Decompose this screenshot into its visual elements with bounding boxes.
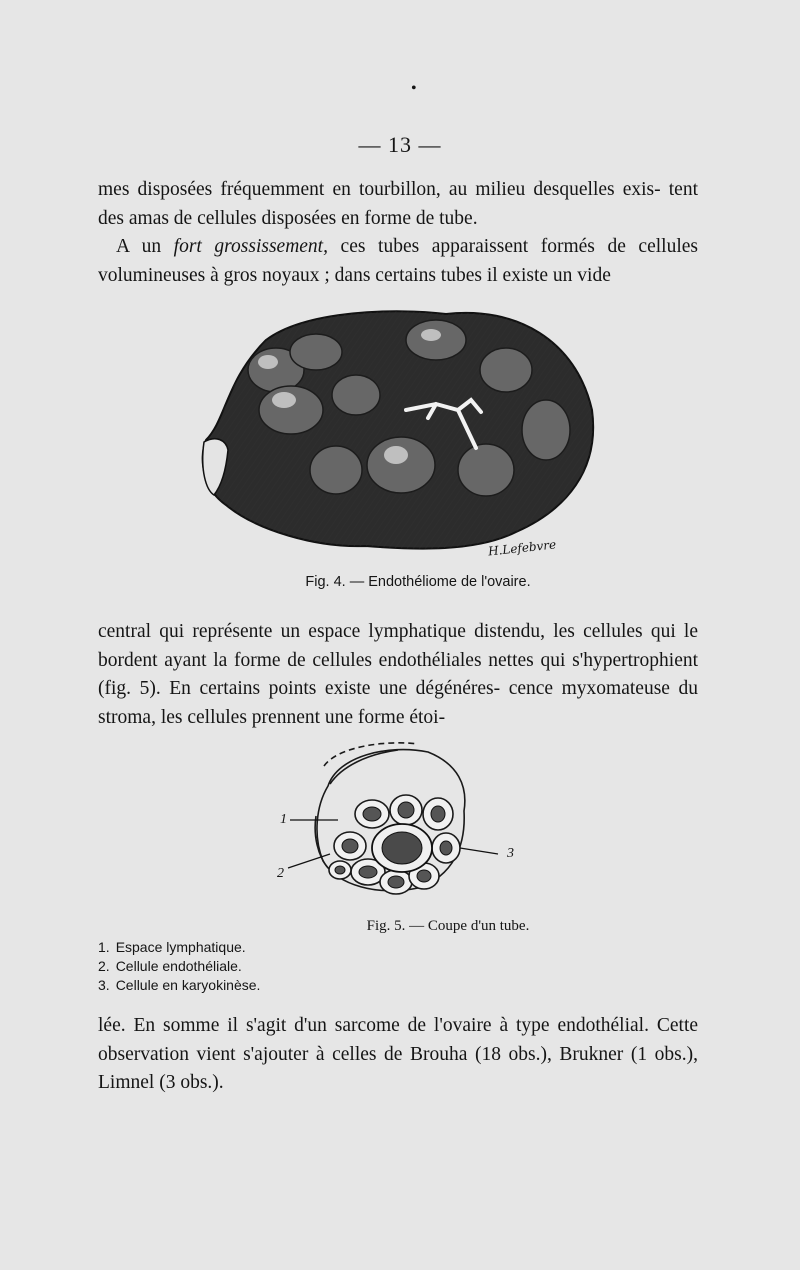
figure-5-legend	[98, 938, 260, 995]
legend-text: Cellule endothéliale.	[115, 958, 242, 974]
emphasis-fort-grossissement: fort grossissement,	[173, 236, 328, 258]
stray-mark: •	[411, 80, 417, 97]
artist-signature: H.Lefebvre	[487, 537, 557, 559]
figure-5-caption: Fig. 5. — Coupe d'un tube.	[366, 918, 530, 934]
legend-number: 2.	[98, 958, 110, 974]
paragraph-1-line-3-end: ces tubes apparaissent formés de cellules	[327, 236, 698, 258]
legend-text: Cellule en karyokinèse.	[115, 977, 261, 993]
paragraph-2-line-2: qui le bordent ayant la forme de cellules endothéliales nettes qui	[98, 621, 698, 671]
paragraph-1-line-3-start: A un	[116, 236, 174, 258]
paragraph-3	[98, 1012, 698, 1098]
legend-number: 1.	[98, 939, 110, 955]
paragraph-1	[98, 176, 698, 290]
legend-item-3	[98, 976, 260, 995]
legend-text: Espace lymphatique.	[115, 939, 246, 955]
legend-item-2	[98, 957, 260, 976]
figure-5-label-2: 2	[277, 866, 284, 881]
paragraph-1-line-4: volumineuses à gros noyaux ; dans certains tubes il existe un vide	[98, 264, 611, 286]
paragraph-1-line-1: mes disposées fréquemment en tourbillon, au milieu desquelles exis-	[98, 179, 661, 200]
legend-number: 3.	[98, 977, 110, 993]
paragraph-2-line-1: central qui représente un espace lymphatique distendu, les cellules	[98, 621, 643, 642]
figure-4-caption: Fig. 4. — Endothéliome de l'ovaire.	[305, 574, 531, 590]
paragraph-2-line-4: cence myxomateuse du stroma, les cellules prennent une forme étoi-	[98, 678, 699, 728]
paragraph-3-line-1: lée. En somme il s'agit d'un sarcome de l'ovaire à type endothélial.	[98, 1015, 649, 1036]
paragraph-3-line-3: (1 obs.), Limnel (3 obs.).	[98, 1043, 699, 1094]
paragraph-2	[98, 618, 698, 732]
paragraph-2-line-3: s'hypertrophient (fig. 5). En certains points existe une dégénéres-	[98, 649, 699, 700]
figure-5-label-3: 3	[507, 846, 514, 861]
paragraph-1-sentence-2	[98, 233, 698, 290]
figure-5-tube-section-drawing	[268, 736, 528, 916]
paragraph-1-line-2: tent des amas de cellules disposées en forme de tube.	[98, 179, 699, 229]
figure-5-label-1: 1	[280, 812, 287, 827]
central-nucleus	[382, 832, 422, 864]
pointer-line-3	[460, 848, 498, 854]
paragraph-3-line-2: Cette observation vient s'ajouter à celles de Brouha (18 obs.), Brukner	[98, 1015, 699, 1065]
figure-4-ovary-tumor-illustration	[196, 300, 600, 580]
legend-item-1	[98, 938, 260, 957]
page-number: — 13 —	[358, 132, 442, 157]
